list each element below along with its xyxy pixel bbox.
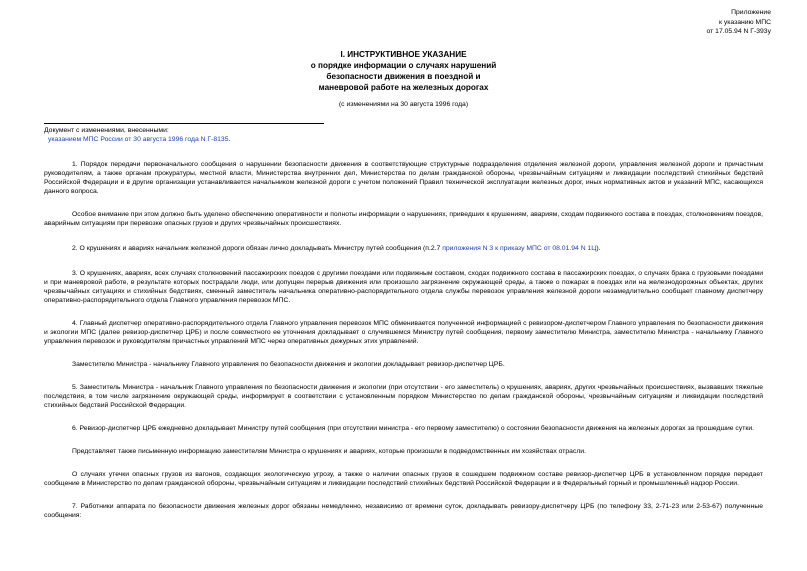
document-changes-line xyxy=(44,135,324,144)
paragraph-1: 1. Порядок передачи первоначального сообщения о нарушении безопасности движения в соответствующие структурные подразделения отделения железной дороги, управления железной дороги и причастным руководителям, а также органам прокуратуры, местной власти, Министерства внутренних дел, Министерства по делам гражданской обороны, чрезвычайным ситуациям и ликвидации последствий стихийных бедствий Российской Федерации и в другие организации устанавливается начальником железной дороги с учетом положений Правил технической эксплуатации железных дорог, иных нормативных актов и указаний МПС, касающихся данного вопроса. xyxy=(44,160,763,195)
document-title xyxy=(44,49,763,93)
paragraph-3-tail: ). xyxy=(596,244,601,252)
paragraph-9: Представляет также письменную информацию заместителям Министра о крушениях и авариях, которые произошли в подведомственных им хозяйствах отрасли. xyxy=(72,447,586,455)
amendment-note: (с изменениями на 30 августа 1996 года) xyxy=(338,100,469,108)
paragraph-11: 7. Работники аппарата по безопасности движения железных дорог обязаны немедленно, независимо от времени суток, докладывать ревизору-диспетчеру ЦРБ (по телефону 33, 2-71-23 или 2-53-67) полученные сообщения: xyxy=(44,502,763,519)
paragraph-3-text: 2. О крушениях и авариях начальник железной дороги обязан лично докладывать Министру путей сообщения (п.2.7 xyxy=(72,244,443,252)
paragraph-10: О случаях утечки опасных грузов из вагонов, создающих экологическую угрозу, а также о наличии опасных грузов в сошедшем подвижном составе ревизор-диспетчер ЦРБ в установленном порядке передает сообщение в Министерство по делам гражданской обороны, чрезвычайным ситуациям и ликвидации последствий стихийных бедствий Российской Федерации и в Федеральный горный и промышленный надзор России. xyxy=(44,470,763,487)
document-changes-label: Документ с изменениями, внесенными: xyxy=(44,126,169,134)
appendix-line-1: Приложение xyxy=(731,9,771,16)
paragraph-3 xyxy=(44,244,763,253)
appendix-line-2: к указанию МПС xyxy=(719,18,771,26)
appendix-header xyxy=(44,8,771,37)
paragraph-5: 4. Главный диспетчер оперативно-распорядительного отдела Главного управления перевозок МПС обменивается полученной информацией с ревизором-диспетчером Главного управления по безопасности движения и экологии МПС (далее ревизор-диспетчер ЦРБ) и после совместного ее уточнения докладывает о случившемся Министру путей сообщения, первому заместителю Министра, заместителю Министра - начальнику Главного управления перевозок и руководителям причастных управлений МПС через оперативных дежурных этих управлений. xyxy=(44,319,763,345)
appendix-line-3: от 17.05.94 N Г-393у xyxy=(706,28,771,35)
title-line-2: о порядке информации о случаях нарушений xyxy=(310,60,497,70)
title-line-1: I. ИНСТРУКТИВНОЕ УКАЗАНИЕ xyxy=(340,49,467,59)
amendment-link-trailer: . xyxy=(228,135,231,143)
paragraph-4: 3. О крушениях, авариях, всех случаях столкновений пассажирских поездов с другими поездами или подвижным составом, сходах подвижного состава в пассажирских поездах, о случаях брака с грузовыми поездами и при маневровой работе, в результате которых пострадали люди, или допущен перерыв движения или произошло загрязнение окружающей среды, а также о пожарах в поездах или на железнодорожных объектах, других чрезвычайных ситуациях и стихийных бедствиях, сменный заместитель начальника оперативно-распорядительного отдела службы перевозок управления железной дороги незамедлительно сообщает главному диспетчеру оперативно-распорядительного отдела Главного управления перевозок МПС. xyxy=(44,269,763,304)
paragraph-8: 6. Ревизор-диспетчер ЦРБ ежедневно докладывает Министру путей сообщения (при отсутствии министра - его первому заместителю) о состоянии безопасности движения на железных дорогах за прошедшие сутки. xyxy=(72,424,755,432)
paragraph-7: 5. Заместитель Министра - начальник Главного управления по безопасности движения и экологии (при отсутствии - его заместитель) о крушениях, авариях, других чрезвычайных происшествиях, вызвавших тяжелые последствия, в том числе загрязнение окружающей среды, информирует в соответствии с установленным порядком Министерство по делам гражданской обороны, чрезвычайным ситуациям и ликвидации последствий стихийных бедствий Российской Федерации. xyxy=(44,383,763,409)
title-line-3: безопасности движения в поездной и xyxy=(326,71,481,81)
appendix-order-link[interactable]: приложения N 3 к приказу МПС от 08.01.94 N 1Ц xyxy=(442,244,597,252)
amendment-link[interactable]: указанием МПС России от 30 августа 1996 года N Г-8135 xyxy=(48,135,229,143)
paragraph-6: Заместителю Министра - начальнику Главного управления по безопасности движения и экологии докладывает ревизор-диспетчер ЦРБ. xyxy=(72,360,505,368)
paragraph-2: Особое внимание при этом должно быть уделено обеспечению оперативности и полноты информации о нарушениях, приведших к крушениям, авариям, сходам подвижного состава в поездах, столкновениям поездов, аварийным ситуациям при перевозке опасных грузов и других чрезвычайных происшествиях. xyxy=(44,210,763,227)
document-changes-box xyxy=(44,123,324,144)
title-line-4: маневровой работе на железных дорогах xyxy=(318,82,489,92)
